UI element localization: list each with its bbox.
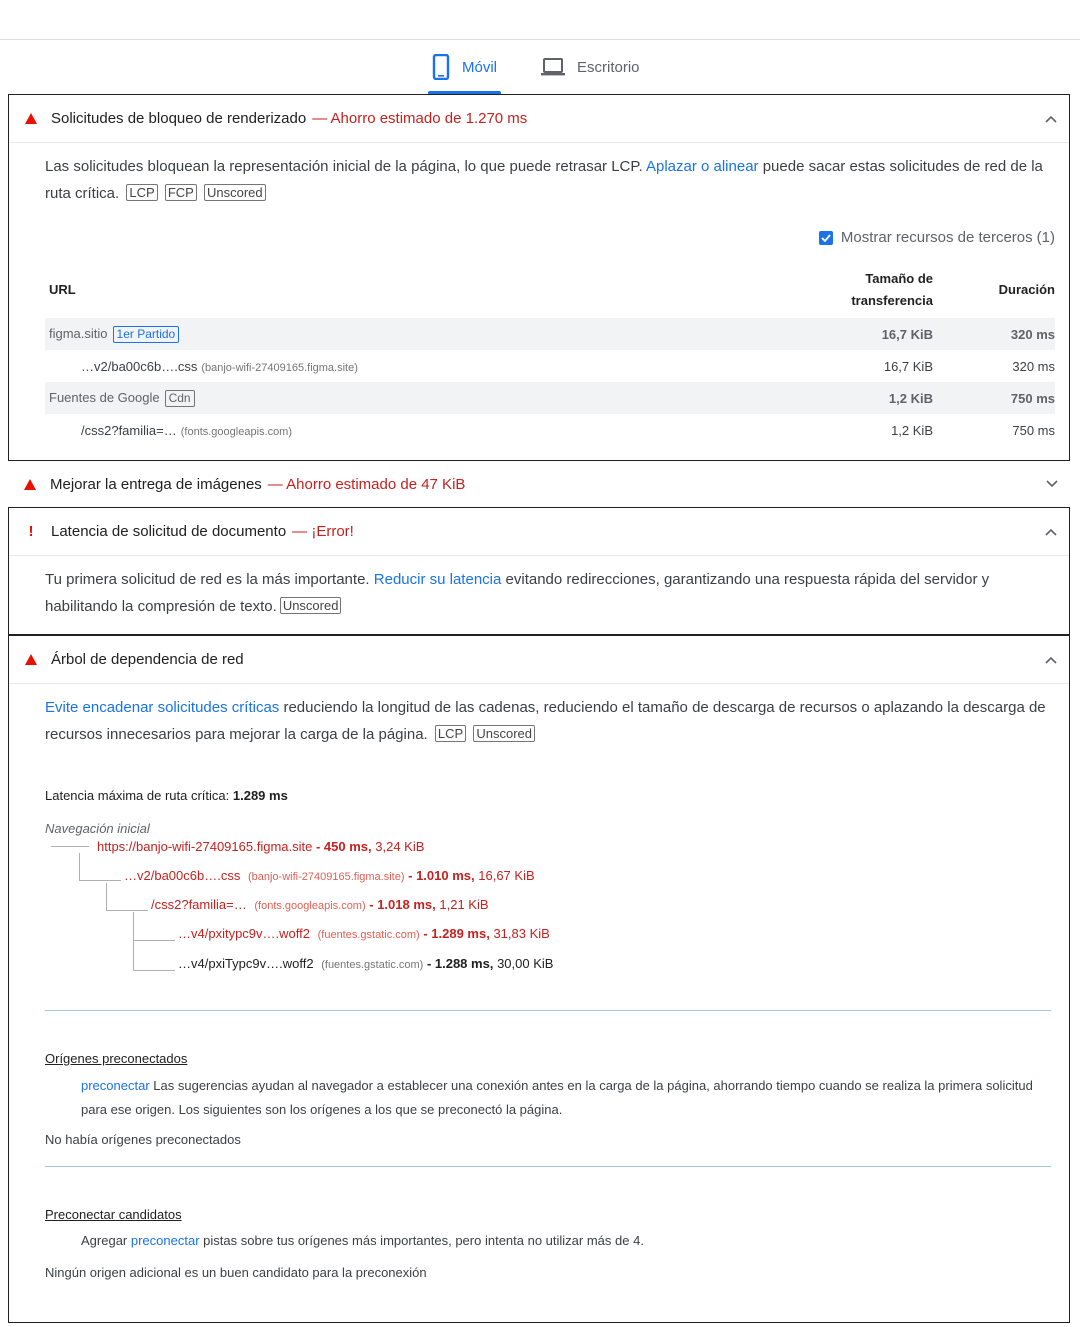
- candidates-text: Agregar: [81, 1233, 128, 1248]
- reduce-latency-link[interactable]: Reducir su latencia: [373, 571, 502, 588]
- check-icon: [821, 234, 831, 242]
- audit-description: [45, 566, 1055, 620]
- preconnected-none: No había orígenes preconectados: [45, 1132, 241, 1147]
- chain-node: [97, 839, 424, 854]
- audit-title: Latencia de solicitud de documento: [51, 523, 287, 540]
- max-latency: [45, 788, 1055, 803]
- resource-host: (fonts.googleapis.com): [180, 425, 293, 438]
- chain-time: - 1.018 ms,: [369, 897, 436, 912]
- tree-connector: [51, 846, 89, 847]
- tag-lcp: LCP: [435, 725, 466, 742]
- chain-node: [178, 926, 550, 941]
- avoid-chaining-link[interactable]: Evite encadenar solicitudes críticas: [45, 699, 280, 716]
- resource-url[interactable]: /css2?familia=…: [81, 422, 177, 438]
- chain-host: (fonts.googleapis.com): [254, 900, 366, 912]
- first-party-badge: 1er Partido: [113, 326, 180, 343]
- chain-node: [124, 868, 535, 883]
- preconnect-link[interactable]: preconectar: [81, 1078, 150, 1093]
- audit-network-dependency-tree: [8, 635, 1070, 1323]
- tag-unscored: Unscored: [204, 184, 266, 201]
- chevron-up-icon[interactable]: [1045, 528, 1057, 536]
- tag-unscored: Unscored: [280, 597, 342, 614]
- chain-url[interactable]: /css2?familia=…: [151, 897, 247, 912]
- tab-desktop-label: Escritorio: [577, 58, 640, 76]
- col-url: URL: [49, 282, 76, 297]
- audit-document-latency: [8, 507, 1070, 635]
- chain-size: 30,00 KiB: [497, 956, 554, 971]
- candidates-description: [45, 1229, 1055, 1253]
- resource-host: (banjo-wifi-27409165.figma.site): [201, 361, 358, 374]
- row-size: 16,7 KiB: [793, 318, 933, 350]
- audit-render-blocking: [8, 94, 1070, 461]
- candidates-text-after: pistas sobre tus orígenes más importantes, pero intenta no utilizar más de 4.: [203, 1233, 644, 1248]
- chain-node: [151, 897, 489, 912]
- table-row: [45, 318, 1055, 350]
- tree-connector: [133, 941, 175, 971]
- col-transfer-size: Tamaño de transferencia: [851, 271, 933, 308]
- defer-inline-link[interactable]: Aplazar o alinear: [645, 158, 759, 175]
- tag-lcp: LCP: [126, 184, 157, 201]
- third-party-checkbox[interactable]: [819, 231, 833, 245]
- candidates-none: Ningún origen adicional es un buen candidato para la preconexión: [45, 1265, 427, 1280]
- tag-unscored: Unscored: [473, 725, 535, 742]
- table-row: [45, 414, 1055, 446]
- third-party-label: Mostrar recursos de terceros: [840, 229, 1033, 246]
- audit-error: — ¡Error!: [292, 523, 354, 540]
- preconnect-link-2[interactable]: preconectar: [130, 1233, 200, 1248]
- chain-url[interactable]: …v4/pxiTypc9v….woff2: [178, 956, 314, 971]
- phone-icon: [432, 54, 450, 80]
- chain-time: - 1.288 ms,: [426, 956, 494, 971]
- row-duration: 320 ms: [1012, 358, 1055, 374]
- chain-host: (banjo-wifi-27409165.figma.site): [247, 871, 405, 883]
- audit-title: Árbol de dependencia de red: [51, 651, 244, 668]
- entity-name: figma.sitio: [49, 325, 108, 341]
- row-size: 1,2 KiB: [891, 422, 933, 438]
- audit-description: [45, 153, 1055, 207]
- tree-connector: [133, 912, 175, 941]
- fail-triangle-icon: [25, 654, 37, 665]
- max-latency-label: Latencia máxima de ruta crítica:: [45, 788, 230, 803]
- tree-connector: [106, 883, 148, 911]
- preconnected-description: [45, 1074, 1055, 1122]
- chain-host: (fuentes.gstatic.com): [321, 959, 424, 971]
- desc-text: Tu primera solicitud de red es la más importante.: [45, 571, 370, 588]
- entity-name: Fuentes de Google: [49, 389, 160, 405]
- cdn-badge: Cdn: [165, 390, 195, 407]
- table-row: [45, 382, 1055, 414]
- third-party-toggle[interactable]: [45, 229, 1055, 246]
- chain-time: - 1.289 ms,: [423, 926, 490, 941]
- col-duration: Duración: [998, 282, 1055, 297]
- tab-mobile-label: Móvil: [462, 58, 498, 76]
- row-size: 1,2 KiB: [793, 382, 933, 414]
- fail-triangle-icon: [25, 113, 37, 124]
- audit-savings: — Ahorro estimado de 47 KiB: [267, 475, 466, 493]
- audit-title: Mejorar la entrega de imágenes: [50, 475, 262, 493]
- chain-url[interactable]: https://banjo-wifi-27409165.figma.site: [97, 839, 313, 854]
- preconnected-desc-text: Las sugerencias ayudan al navegador a establecer una conexión antes en la carga de la página, ahorrando tiempo cuando se realiza la primera solicitud para ese origen. Los siguientes son los orígenes a los que se preconectó la página.: [81, 1078, 1033, 1117]
- section-divider: [45, 1166, 1051, 1167]
- chevron-up-icon[interactable]: [1045, 656, 1057, 664]
- max-latency-value: 1.289 ms: [232, 788, 288, 803]
- tag-fcp: FCP: [165, 184, 197, 201]
- audit-document-latency-header[interactable]: [9, 508, 1069, 555]
- initial-navigation-label: Navegación inicial: [45, 821, 150, 836]
- row-size: 16,7 KiB: [883, 358, 933, 374]
- chain-size: 16,67 KiB: [478, 868, 535, 883]
- tab-desktop[interactable]: [541, 40, 640, 94]
- row-duration: 750 ms: [1012, 422, 1055, 438]
- device-tabs: [0, 40, 1080, 94]
- section-divider: [45, 1010, 1051, 1011]
- chain-size: 1,21 KiB: [439, 897, 489, 912]
- desc-text-after: reduciendo la longitud de las cadenas, reduciendo el tamaño de descarga de recursos o aplazando la descarga de recursos innecesarios para mejorar la carga de la página.: [45, 699, 1046, 743]
- chain-url[interactable]: …v2/ba00c6b….css: [124, 868, 241, 883]
- audit-image-delivery: [8, 461, 1070, 507]
- chevron-up-icon[interactable]: [1045, 115, 1057, 123]
- audit-image-delivery-header[interactable]: [8, 461, 1070, 507]
- desc-text-after: evitando redirecciones, garantizando una respuesta rápida del servidor y habilitando la compresión de texto.: [45, 571, 990, 615]
- preconnect-candidates-title: Preconectar candidatos: [45, 1207, 182, 1222]
- resource-table: [45, 262, 1055, 446]
- audit-savings: — Ahorro estimado de 1.270 ms: [312, 110, 528, 127]
- tree-connector: [79, 853, 121, 881]
- chain-size: 3,24 KiB: [375, 839, 425, 854]
- audit-title: Solicitudes de bloqueo de renderizado: [51, 110, 307, 127]
- desc-text: Las solicitudes bloquean la representación inicial de la página, lo que puede retrasar LCP.: [45, 158, 643, 175]
- row-duration: 750 ms: [933, 382, 1055, 414]
- chain-size: 31,83 KiB: [493, 926, 550, 941]
- error-exclamation-icon: !: [28, 523, 34, 540]
- row-duration: 320 ms: [933, 318, 1055, 350]
- request-chain-tree: [45, 836, 1055, 996]
- table-row: [45, 350, 1055, 382]
- third-party-count: (1): [1036, 229, 1055, 246]
- audit-render-blocking-header[interactable]: [9, 95, 1069, 142]
- chevron-down-icon[interactable]: [1046, 480, 1058, 488]
- chain-time: - 1.010 ms,: [408, 868, 475, 883]
- preconnected-origins-title: Orígenes preconectados: [45, 1051, 188, 1066]
- fail-triangle-icon: [24, 479, 36, 490]
- resource-url[interactable]: …v2/ba00c6b….css: [81, 358, 198, 374]
- chain-node: [178, 956, 553, 971]
- desc-text-after: puede sacar estas solicitudes de red de la ruta crítica.: [45, 158, 1043, 202]
- chain-host: (fuentes.gstatic.com): [317, 929, 420, 941]
- tab-mobile[interactable]: [432, 40, 497, 94]
- audit-description: [45, 694, 1055, 748]
- audit-network-tree-header[interactable]: [9, 636, 1069, 683]
- chain-time: - 450 ms,: [315, 839, 372, 854]
- laptop-icon: [541, 57, 565, 77]
- chain-url[interactable]: …v4/pxitypc9v….woff2: [178, 926, 310, 941]
